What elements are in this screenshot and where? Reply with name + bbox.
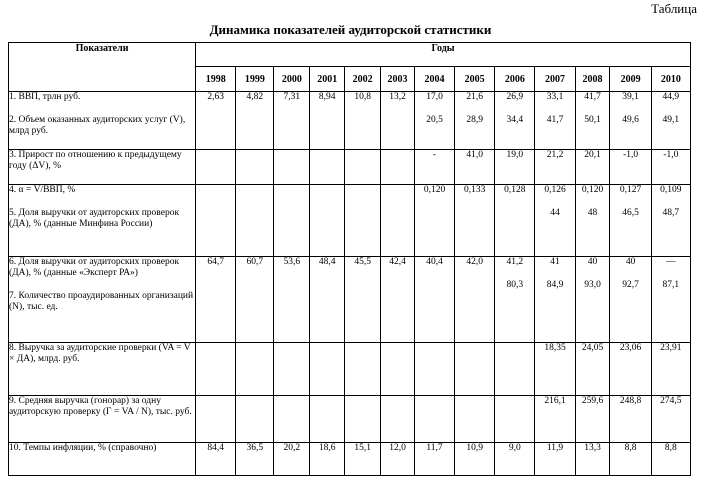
indicator-label: 8. Выручка за аудиторские проверки (VA = V × ДА), млрд. руб. — [9, 343, 191, 364]
value — [274, 396, 309, 407]
value — [310, 343, 344, 354]
value-cell — [310, 92, 345, 150]
value: 20,1 — [584, 150, 601, 160]
value: 49,1 — [662, 115, 680, 125]
indicator-label: 5. Доля выручки от аудиторских проверок (ДА), % (данные Минфина России) — [9, 208, 180, 229]
value-cell — [495, 257, 535, 343]
value: 40 — [625, 257, 636, 267]
value: 40 — [587, 257, 598, 267]
value-cell — [274, 443, 310, 476]
table-row — [9, 343, 691, 396]
value: 2,63 — [207, 92, 225, 102]
value — [495, 396, 534, 407]
table-row — [9, 185, 691, 257]
value: 0,120 — [423, 185, 446, 195]
row-label — [9, 443, 196, 476]
value — [345, 343, 380, 354]
value-cell — [455, 185, 495, 257]
value-cell — [345, 150, 381, 185]
value — [455, 208, 494, 219]
value-cell — [414, 257, 454, 343]
value — [274, 343, 309, 354]
value — [381, 280, 414, 291]
value-cell — [274, 185, 310, 257]
value: 0,133 — [463, 185, 486, 195]
value-cell — [310, 343, 345, 396]
value — [415, 208, 454, 219]
table-row — [9, 92, 691, 150]
value: 12,0 — [389, 443, 406, 453]
value-cell — [196, 92, 236, 150]
value-cell — [345, 343, 381, 396]
indicator-label: 4. α = V/ВВП, % — [9, 185, 76, 195]
value-cell — [236, 257, 274, 343]
value-cell — [575, 185, 610, 257]
value — [381, 208, 414, 219]
table-row — [9, 150, 691, 185]
value: 20,5 — [426, 115, 443, 125]
indicator-label: 6. Доля выручки от аудиторских проверок (ДА), % (данные «Эксперт РА») — [9, 257, 180, 278]
value-cell — [345, 257, 381, 343]
value: 48 — [587, 208, 598, 218]
value: 0,127 — [619, 185, 642, 195]
header-year-2009: 2009 — [610, 67, 651, 92]
value — [495, 343, 534, 354]
value: 21,6 — [466, 92, 483, 102]
value — [345, 150, 380, 161]
header-years-group: Годы — [196, 43, 691, 67]
value-cell — [414, 343, 454, 396]
value-cell — [535, 257, 575, 343]
value-cell — [575, 92, 610, 150]
value — [415, 396, 454, 407]
value-cell — [381, 443, 415, 476]
value — [236, 185, 273, 196]
value: 19,0 — [506, 150, 524, 160]
value: 21,2 — [546, 150, 564, 160]
value — [236, 343, 273, 354]
value: 34,4 — [506, 115, 524, 125]
value: 44 — [550, 208, 560, 218]
header-indicators: Показатели — [9, 43, 196, 92]
value-cell — [414, 185, 454, 257]
value: 8,94 — [318, 92, 336, 102]
value: 41,0 — [466, 150, 483, 160]
header-year-2010: 2010 — [651, 67, 690, 92]
value-cell — [196, 185, 236, 257]
header-year-2002: 2002 — [345, 67, 381, 92]
value: 93,0 — [584, 280, 601, 290]
header-year-2005: 2005 — [455, 67, 495, 92]
value-cell — [575, 150, 610, 185]
value — [274, 185, 309, 196]
indicator-label: 3. Прирост по отношению к предыдущему году (ΔV), % — [9, 150, 182, 171]
value: 46,5 — [622, 208, 639, 218]
value: 8,8 — [624, 443, 637, 453]
value-cell — [274, 150, 310, 185]
value-cell — [651, 150, 690, 185]
value-cell — [274, 343, 310, 396]
value: 9,0 — [508, 443, 521, 453]
value: 248,8 — [619, 396, 642, 406]
value-cell — [651, 257, 690, 343]
value-cell — [381, 396, 415, 443]
value — [415, 343, 454, 354]
value: 0,126 — [544, 185, 566, 195]
value: 60,7 — [246, 257, 264, 267]
value-cell — [414, 92, 454, 150]
value-cell — [381, 185, 415, 257]
row-label — [9, 396, 196, 443]
value: 26,9 — [506, 92, 524, 102]
value: 4,82 — [246, 92, 264, 102]
header-year-2004: 2004 — [414, 67, 454, 92]
value-cell — [196, 150, 236, 185]
value — [196, 280, 235, 291]
value: — — [666, 257, 676, 267]
value-cell — [345, 185, 381, 257]
value-cell — [651, 343, 690, 396]
value — [196, 150, 235, 161]
header-year-1998: 1998 — [196, 67, 236, 92]
header-year-2006: 2006 — [495, 67, 535, 92]
value — [381, 150, 414, 161]
value: 18,6 — [318, 443, 336, 453]
value-cell — [575, 396, 610, 443]
value: 18,35 — [544, 343, 566, 353]
value: 11,9 — [546, 443, 564, 453]
value — [236, 396, 273, 407]
indicator-label: 1. ВВП, трлн руб. — [9, 92, 81, 102]
header-year-2007: 2007 — [535, 67, 575, 92]
value: 41,2 — [506, 257, 524, 267]
value: 87,1 — [662, 280, 680, 290]
table-title: Динамика показателей аудиторской статистики — [209, 22, 492, 37]
indicator-label: 2. Объем оказанных аудиторских услуг (V), млрд руб. — [9, 115, 186, 136]
value — [236, 150, 273, 161]
value — [236, 280, 273, 291]
value-cell — [274, 92, 310, 150]
value: 28,9 — [466, 115, 483, 125]
value — [455, 280, 494, 291]
row-label — [9, 185, 196, 257]
value — [345, 115, 380, 126]
value — [495, 208, 534, 219]
value: 10,8 — [354, 92, 371, 102]
value-cell — [495, 343, 535, 396]
value-cell — [236, 92, 274, 150]
value: 48,4 — [318, 257, 336, 267]
value-cell — [381, 257, 415, 343]
value: 84,4 — [207, 443, 225, 453]
value-cell — [274, 257, 310, 343]
value-cell — [310, 150, 345, 185]
value-cell — [535, 92, 575, 150]
value-cell — [236, 185, 274, 257]
value — [345, 208, 380, 219]
value — [236, 115, 273, 126]
value-cell — [495, 443, 535, 476]
value-cell — [196, 257, 236, 343]
value: 259,6 — [581, 396, 604, 406]
value: 8,8 — [664, 443, 677, 453]
value-cell — [236, 150, 274, 185]
value: 41,7 — [584, 92, 601, 102]
value-cell — [345, 443, 381, 476]
value: 42,4 — [389, 257, 406, 267]
value-cell — [651, 443, 690, 476]
value: 41,7 — [546, 115, 564, 125]
value-cell — [535, 150, 575, 185]
value: 23,91 — [660, 343, 682, 353]
value-cell — [455, 396, 495, 443]
value-cell — [495, 185, 535, 257]
value: 92,7 — [622, 280, 639, 290]
value-cell — [535, 396, 575, 443]
value — [196, 343, 235, 354]
value — [455, 343, 494, 354]
value: 36,5 — [246, 443, 264, 453]
value-cell — [610, 343, 651, 396]
value: 10,9 — [466, 443, 483, 453]
value: 23,06 — [619, 343, 642, 353]
value-cell — [455, 150, 495, 185]
value — [310, 185, 344, 196]
value-cell — [610, 185, 651, 257]
row-label — [9, 257, 196, 343]
value — [381, 115, 414, 126]
value — [310, 208, 344, 219]
value: 13,3 — [584, 443, 601, 453]
header-year-2008: 2008 — [575, 67, 610, 92]
header-year-2000: 2000 — [274, 67, 310, 92]
value: 84,9 — [546, 280, 564, 290]
value — [310, 150, 344, 161]
value-cell — [310, 396, 345, 443]
value — [310, 396, 344, 407]
value-cell — [455, 443, 495, 476]
table-row — [9, 396, 691, 443]
value: 42,0 — [466, 257, 483, 267]
value-cell — [535, 185, 575, 257]
value: 17,0 — [426, 92, 443, 102]
value-cell — [196, 443, 236, 476]
value-cell — [236, 443, 274, 476]
indicator-label: 7. Количество проаудированных организаций (N), тыс. ед. — [9, 291, 194, 312]
value-cell — [381, 150, 415, 185]
value: 13,2 — [389, 92, 406, 102]
value: 33,1 — [546, 92, 564, 102]
value — [274, 280, 309, 291]
value-cell — [535, 443, 575, 476]
value: 48,7 — [662, 208, 680, 218]
value-cell — [495, 92, 535, 150]
table-row — [9, 257, 691, 343]
value — [196, 208, 235, 219]
table-row — [9, 443, 691, 476]
value-cell — [455, 257, 495, 343]
value: 7,31 — [283, 92, 301, 102]
value-cell — [610, 257, 651, 343]
value — [345, 185, 380, 196]
value-cell — [274, 396, 310, 443]
value-cell — [196, 343, 236, 396]
value: 80,3 — [506, 280, 524, 290]
value: 64,7 — [207, 257, 225, 267]
value-cell — [495, 396, 535, 443]
value: -1,0 — [663, 150, 679, 160]
value-cell — [575, 443, 610, 476]
value: 41 — [550, 257, 560, 267]
value: 274,5 — [660, 396, 682, 406]
value-cell — [651, 92, 690, 150]
value: 39,1 — [622, 92, 639, 102]
value — [274, 115, 309, 126]
value-cell — [381, 343, 415, 396]
value — [236, 208, 273, 219]
value-cell — [414, 443, 454, 476]
value: 50,1 — [584, 115, 601, 125]
value-cell — [345, 396, 381, 443]
header-year-2001: 2001 — [310, 67, 345, 92]
value: 24,05 — [581, 343, 604, 353]
value — [381, 185, 414, 196]
value-cell — [310, 185, 345, 257]
value-cell — [196, 396, 236, 443]
value — [345, 396, 380, 407]
value-cell — [495, 150, 535, 185]
value — [415, 280, 454, 291]
value: 11,7 — [426, 443, 443, 453]
row-label — [9, 150, 196, 185]
value: 45,5 — [354, 257, 371, 267]
value-cell — [575, 343, 610, 396]
value — [274, 150, 309, 161]
value-cell — [414, 396, 454, 443]
value-cell — [345, 92, 381, 150]
header-year-1999: 1999 — [236, 67, 274, 92]
value: 0,120 — [581, 185, 604, 195]
value — [274, 208, 309, 219]
value: 20,2 — [283, 443, 301, 453]
value-cell — [414, 150, 454, 185]
value-cell — [455, 343, 495, 396]
value-cell — [610, 396, 651, 443]
value: 44,9 — [662, 92, 680, 102]
value — [381, 396, 414, 407]
value-cell — [610, 92, 651, 150]
value: - — [432, 150, 437, 160]
value — [345, 280, 380, 291]
value: 0,128 — [504, 185, 526, 195]
row-label — [9, 92, 196, 150]
value-cell — [310, 443, 345, 476]
table-caption-label: Таблица — [651, 1, 697, 16]
value — [196, 115, 235, 126]
value-cell — [310, 257, 345, 343]
indicator-label: 10. Темпы инфляции, % (справочно) — [9, 443, 157, 453]
value — [196, 185, 235, 196]
value-cell — [236, 396, 274, 443]
value-cell — [610, 443, 651, 476]
value-cell — [651, 396, 690, 443]
value: -1,0 — [623, 150, 639, 160]
value: 40,4 — [426, 257, 443, 267]
value-cell — [381, 92, 415, 150]
value: 0,109 — [660, 185, 682, 195]
indicator-label: 9. Средняя выручка (гонорар) за одну аудиторскую проверку (Г = VA / N), тыс. руб. — [9, 396, 192, 417]
value-cell — [236, 343, 274, 396]
header-year-2003: 2003 — [381, 67, 415, 92]
value — [310, 115, 344, 126]
value-cell — [535, 343, 575, 396]
value — [196, 396, 235, 407]
statistics-table — [8, 42, 691, 476]
value-cell — [610, 150, 651, 185]
value — [310, 280, 344, 291]
row-label — [9, 343, 196, 396]
value-cell — [575, 257, 610, 343]
value — [455, 396, 494, 407]
value: 49,6 — [622, 115, 639, 125]
value-cell — [455, 92, 495, 150]
value — [381, 343, 414, 354]
value: 53,6 — [283, 257, 301, 267]
value: 216,1 — [544, 396, 566, 406]
value: 15,1 — [354, 443, 371, 453]
value-cell — [651, 185, 690, 257]
